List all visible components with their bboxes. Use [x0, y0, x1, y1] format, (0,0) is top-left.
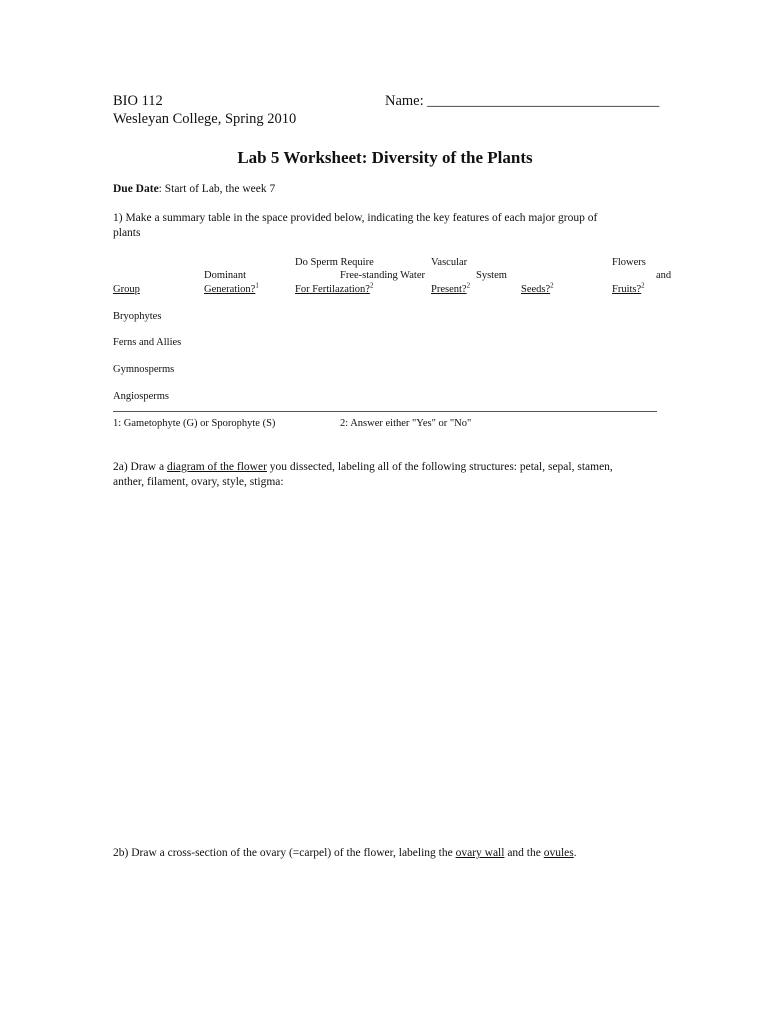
- col-vascular-line2: System: [476, 270, 507, 281]
- col-vascular-line1: Vascular: [431, 257, 468, 268]
- question2b-term-ovary-wall: ovary wall: [455, 847, 505, 859]
- col-sperm-label: For Fertilazation?: [295, 284, 370, 295]
- table-row-label: Bryophytes: [113, 311, 162, 322]
- col-vascular-label: Present?: [431, 284, 467, 295]
- table-row-label: Angiosperms: [113, 391, 169, 402]
- question2a-prefix: 2a) Draw a: [113, 461, 167, 473]
- name-field: Name: ________________________________: [385, 93, 660, 109]
- col-flowers-line3: [612, 281, 645, 295]
- col-flowers-line1: Flowers: [612, 257, 646, 268]
- due-date: [113, 183, 275, 195]
- course-code: BIO 112: [113, 93, 163, 109]
- question1-line1: 1) Make a summary table in the space provided below, indicating the key features of each major group of: [113, 212, 598, 224]
- question2b: [113, 847, 577, 859]
- question2b-prefix: 2b) Draw a cross-section of the ovary (=carpel) of the flower, labeling the: [113, 847, 456, 859]
- footnote-2: 2: Answer either "Yes" or "No": [340, 418, 472, 429]
- col-sperm-sup: 2: [369, 281, 374, 290]
- question1-line2: plants: [113, 227, 141, 239]
- question2b-end: .: [573, 847, 577, 859]
- col-seeds: [521, 281, 554, 295]
- due-date-text: : Start of Lab, the week 7: [158, 183, 276, 195]
- col-group: Group: [113, 284, 140, 295]
- footnote-1: 1: Gametophyte (G) or Sporophyte (S): [113, 418, 276, 429]
- col-seeds-sup: 2: [550, 281, 554, 290]
- col-dominant-line2: [204, 281, 259, 295]
- col-dominant-label: Generation?: [204, 284, 256, 295]
- col-flowers-sup: 2: [641, 281, 645, 290]
- question2a-line1: [113, 461, 613, 473]
- col-sperm-line2: Free-standing Water: [340, 270, 425, 281]
- table-row-label: Ferns and Allies: [113, 337, 182, 348]
- question2b-term-ovules: ovules: [543, 847, 574, 859]
- col-dominant-line1: Dominant: [204, 270, 246, 281]
- table-divider: [113, 411, 657, 412]
- question2a-term: diagram of the flower: [166, 461, 267, 473]
- col-sperm-line3: [295, 281, 374, 295]
- due-date-label: Due Date: [113, 183, 159, 195]
- col-flowers-label: Fruits?: [612, 284, 642, 295]
- col-seeds-label: Seeds?: [521, 284, 551, 295]
- table-row-label: Gymnosperms: [113, 364, 175, 375]
- col-dominant-sup: 1: [255, 281, 259, 290]
- col-sperm-line1: Do Sperm Require: [295, 257, 374, 268]
- col-flowers-line2: and: [656, 270, 672, 281]
- college-term: Wesleyan College, Spring 2010: [113, 111, 297, 127]
- question2a-line2: anther, filament, ovary, style, stigma:: [113, 476, 284, 488]
- page-title: Lab 5 Worksheet: Diversity of the Plants: [237, 148, 533, 167]
- question2b-middle: and the: [504, 847, 544, 859]
- col-vascular-sup: 2: [466, 281, 471, 290]
- question2a-suffix: you dissected, labeling all of the following structures: petal, sepal, stamen,: [266, 461, 613, 473]
- col-vascular-line3: [431, 281, 471, 295]
